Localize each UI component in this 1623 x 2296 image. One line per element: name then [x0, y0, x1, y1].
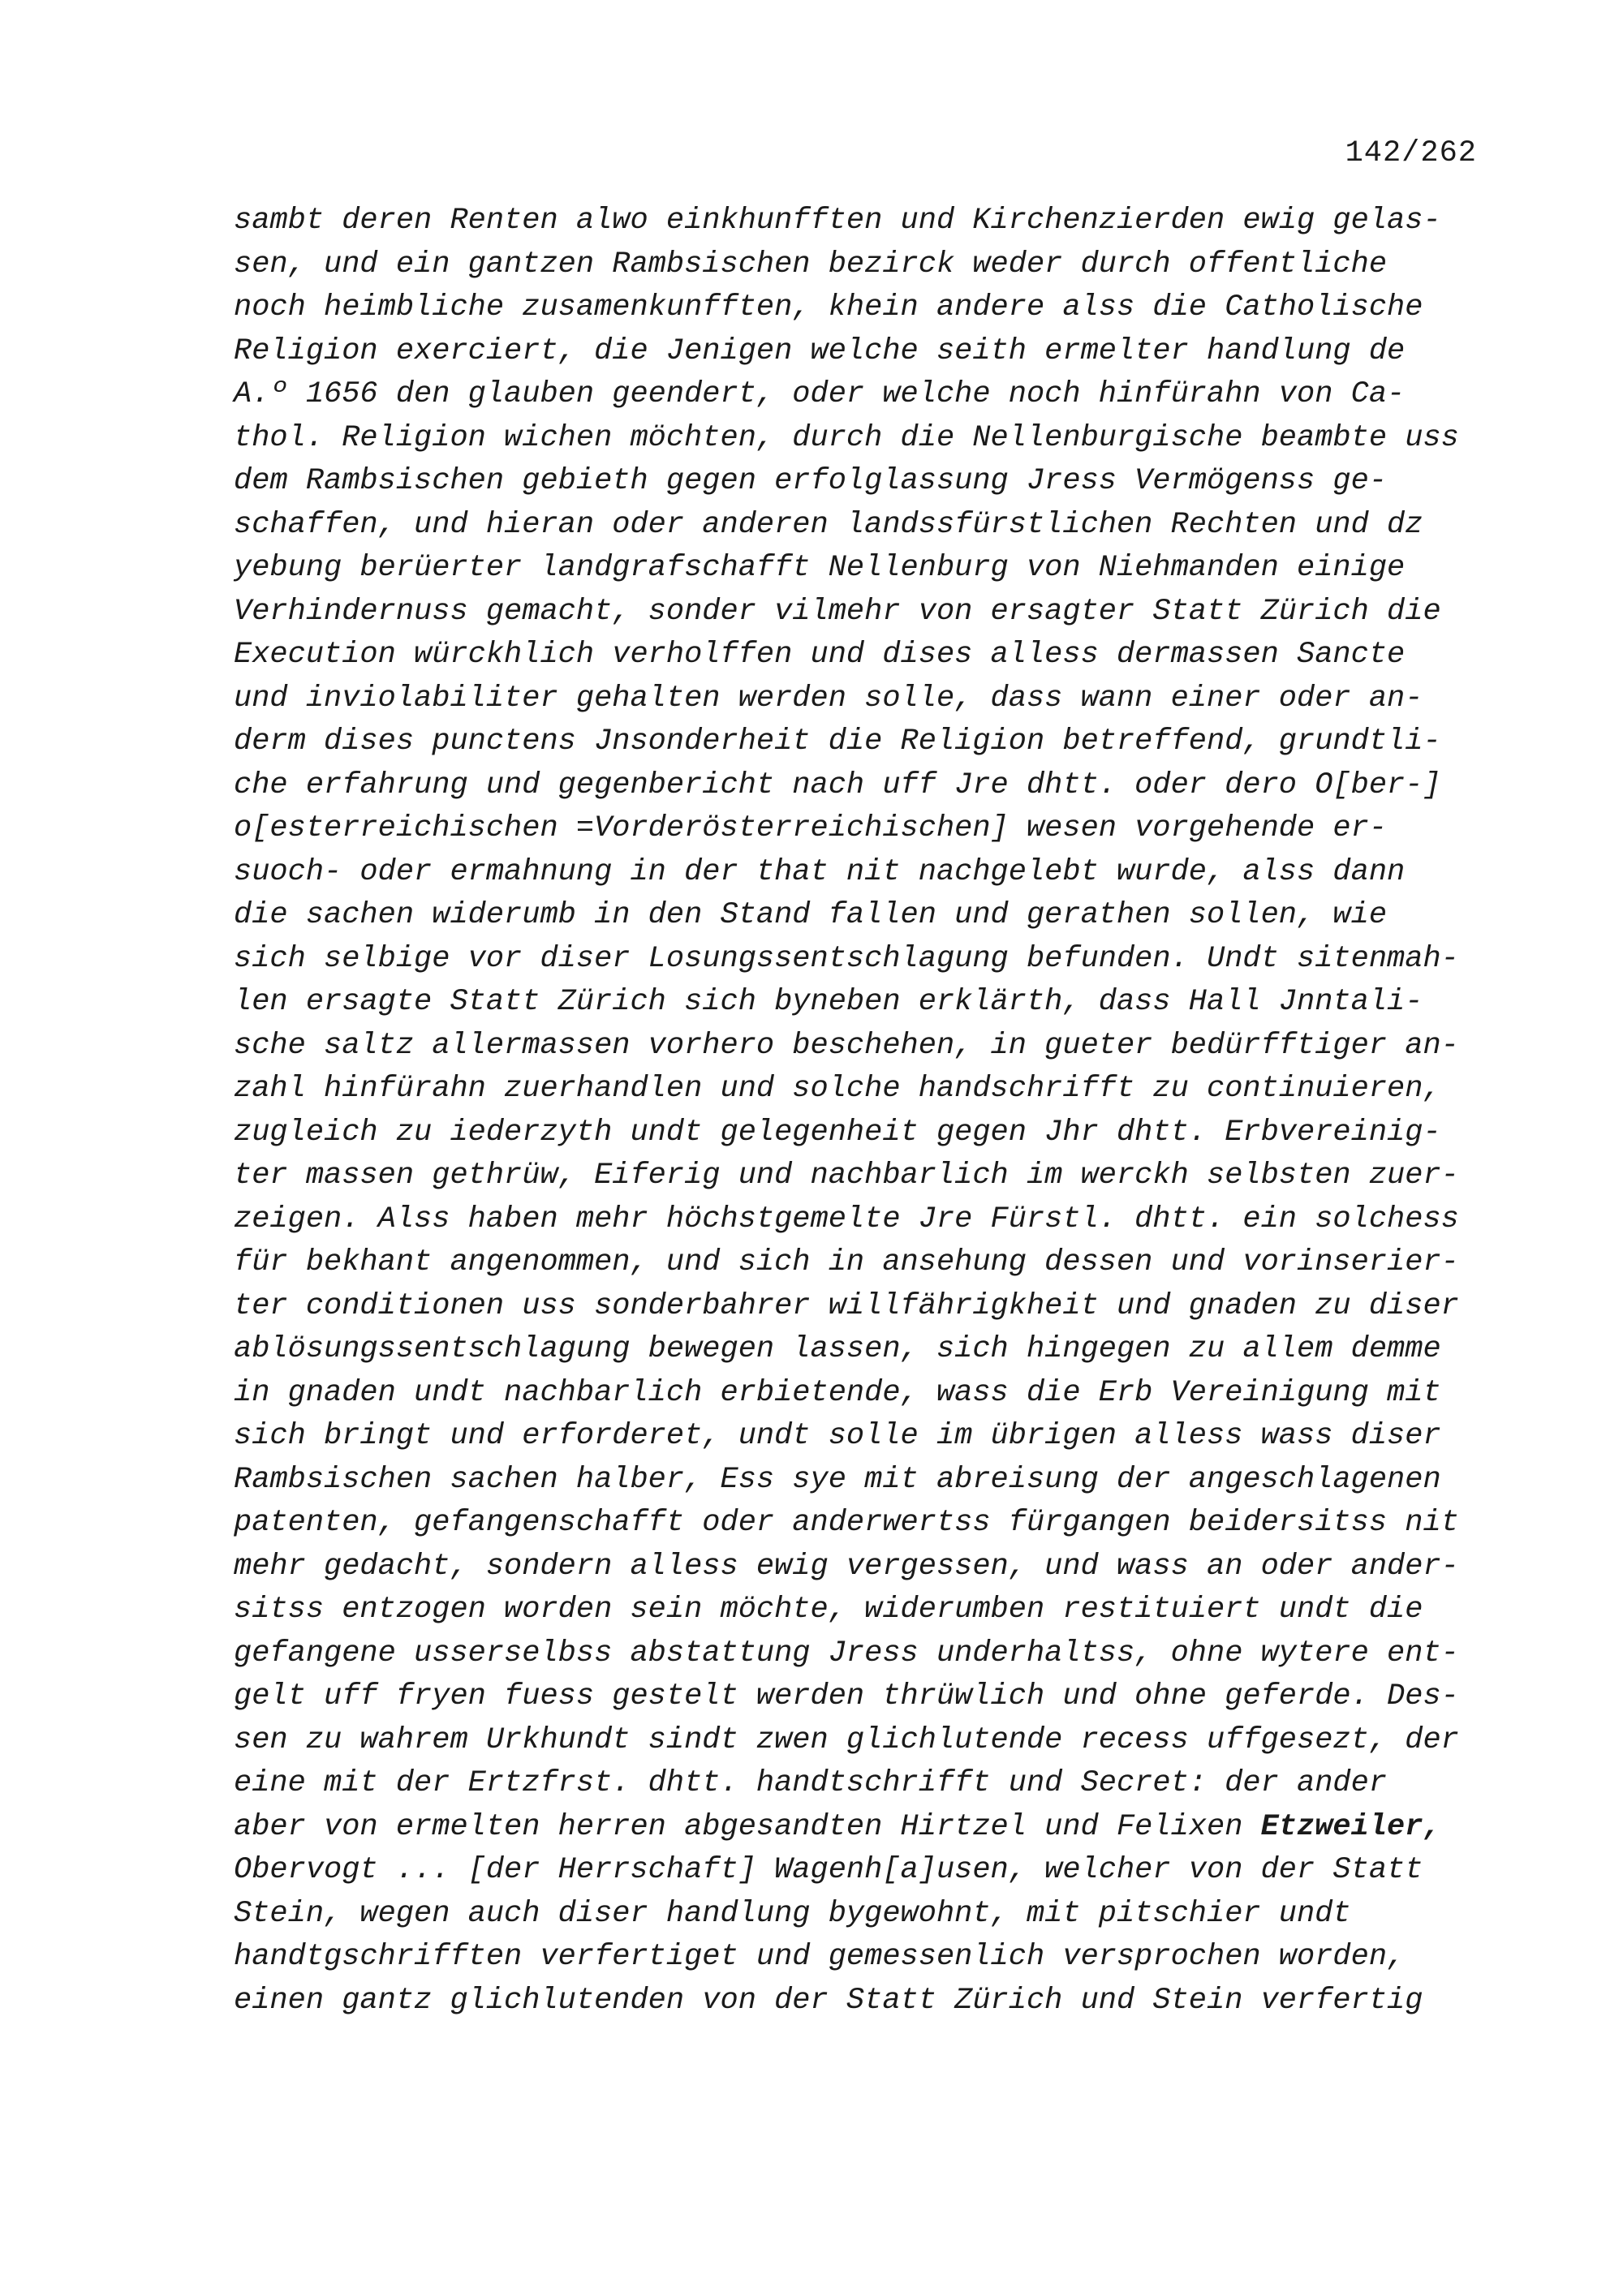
- text-segment: len ersagte Statt Zürich sich byneben erklärth, dass Hall Jnntali-: [234, 985, 1423, 1019]
- text-segment: die sachen widerumb in den Stand fallen und gerathen sollen, wie: [234, 898, 1388, 932]
- text-segment: in gnaden undt nachbarlich erbietende, wass die Erb Vereinigung mit: [234, 1375, 1441, 1410]
- text-line: [234, 286, 1483, 330]
- text-segment: für bekhant angenommen, und sich in ansehung dessen und vorinserier-: [234, 1245, 1459, 1279]
- transcription-body: [234, 200, 1483, 2023]
- text-segment: zeigen. Alss haben mehr höchstgemelte Jre Fürstl. dhtt. ein solchess: [234, 1202, 1459, 1236]
- text-segment: o[esterreichischen =Vorderösterreichischen] wesen vorgehende er-: [234, 811, 1388, 845]
- text-segment: und inviolabiliter gehalten werden solle, dass wann einer oder an-: [234, 681, 1423, 716]
- text-segment: schaffen, und hieran oder anderen landssfürstlichen Rechten und dz: [234, 507, 1423, 542]
- text-segment: che erfahrung und gegenbericht nach uff Jre dhtt. oder dero O[ber-]: [234, 767, 1441, 802]
- text-segment: sambt deren Renten alwo einkhunfften und Kirchenzierden ewig gelas-: [234, 204, 1441, 238]
- text-segment: dem Rambsischen gebieth gegen erfolglassung Jress Vermögenss ge-: [234, 464, 1388, 498]
- text-line: [234, 373, 1483, 417]
- text-segment: suoch- oder ermahnung in der that nit nachgelebt wurde, alss dann: [234, 854, 1406, 889]
- text-line: [234, 1198, 1483, 1242]
- text-line: [234, 1675, 1483, 1719]
- text-segment: gefangene usserselbss abstattung Jress underhaltss, ohne wytere ent-: [234, 1636, 1459, 1670]
- text-segment: eine mit der Ertzfrst. dhtt. handtschrifft und Secret: der ander: [234, 1766, 1388, 1800]
- text-line: [234, 200, 1483, 243]
- page-number: 142/262: [1345, 136, 1477, 170]
- text-line: [234, 1762, 1483, 1806]
- text-segment: ablösungssentschlagung bewegen lassen, sich hingegen zu allem demme: [234, 1332, 1441, 1366]
- text-segment: derm dises punctens Jnsonderheit die Religion betreffend, grundtli-: [234, 724, 1441, 759]
- text-line: [234, 417, 1483, 461]
- text-segment: mehr gedacht, sondern alless ewig vergessen, und wass an oder ander-: [234, 1549, 1459, 1584]
- text-line: [234, 1893, 1483, 1937]
- text-line: [234, 1068, 1483, 1111]
- text-line: [234, 764, 1483, 808]
- text-segment: sich selbige vor diser Losungssentschlagung befunden. Undt sitenmah-: [234, 941, 1459, 976]
- text-segment: Religion exerciert, die Jenigen welche seith ermelter handlung de: [234, 333, 1406, 368]
- text-segment: einen gantz glichlutenden von der Statt Zürich und Stein verfertig: [234, 1983, 1423, 2018]
- text-line: [234, 1025, 1483, 1068]
- text-line: [234, 938, 1483, 982]
- text-line: [234, 1415, 1483, 1459]
- text-segment: gelt uff fryen fuess gestelt werden thrüwlich und ohne geferde. Des-: [234, 1679, 1459, 1713]
- text-segment: Execution würckhlich verholffen und dises alless dermassen Sancte: [234, 638, 1406, 672]
- text-line: [234, 504, 1483, 548]
- text-segment: yebung berüerter landgrafschafft Nellenburg von Niehmanden einige: [234, 551, 1406, 585]
- text-line: [234, 677, 1483, 721]
- text-segment: handtgschrifften verfertiget und gemessenlich versprochen worden,: [234, 1940, 1406, 1974]
- text-segment: ter conditionen uss sonderbahrer willfährigkheit und gnaden zu diser: [234, 1288, 1459, 1323]
- text-line: [234, 1546, 1483, 1589]
- text-line: [234, 634, 1483, 677]
- text-segment: Verhindernuss gemacht, sonder vilmehr von ersagter Statt Zürich die: [234, 594, 1441, 629]
- text-line: [234, 1241, 1483, 1285]
- text-line: [234, 547, 1483, 591]
- text-line: [234, 1806, 1483, 1850]
- text-line: [234, 720, 1483, 764]
- text-segment: sche saltz allermassen vorhero beschehen, in gueter bedürfftiger an-: [234, 1028, 1459, 1063]
- text-segment: patenten, gefangenschafft oder anderwertss fürgangen beidersitss nit: [234, 1506, 1459, 1540]
- text-segment: ter massen gethrüw, Eiferig und nachbarlich im werckh selbsten zuer-: [234, 1159, 1459, 1193]
- text-segment: sen zu wahrem Urkhundt sindt zwen glichlutende recess uffgesezt, der: [234, 1722, 1459, 1757]
- text-segment: zugleich zu iederzyth undt gelegenheit gegen Jhr dhtt. Erbvereinig-: [234, 1115, 1441, 1150]
- text-line: [234, 1719, 1483, 1763]
- text-line: [234, 1154, 1483, 1198]
- text-line: [234, 1459, 1483, 1503]
- text-segment: A.º 1656 den glauben geendert, oder welche noch hinfürahn von Ca-: [234, 377, 1406, 411]
- text-line: [234, 460, 1483, 504]
- text-line: [234, 330, 1483, 374]
- text-line: [234, 1980, 1483, 2023]
- text-line: [234, 894, 1483, 938]
- text-line: [234, 1849, 1483, 1893]
- text-line: [234, 591, 1483, 634]
- text-segment: sen, und ein gantzen Rambsischen bezirck weder durch offentliche: [234, 247, 1388, 282]
- text-line: [234, 807, 1483, 851]
- text-segment: Obervogt ... [der Herrschaft] Wagenh[a]usen, welcher von der Statt: [234, 1853, 1423, 1887]
- text-segment: sich bringt und erforderet, undt solle im übrigen alless wass diser: [234, 1419, 1441, 1453]
- text-line: [234, 1936, 1483, 1980]
- text-segment: aber von ermelten herren abgesandten Hirtzel und Felixen: [234, 1809, 1261, 1844]
- text-line: [234, 1589, 1483, 1632]
- text-segment: Rambsischen sachen halber, Ess sye mit abreisung der angeschlagenen: [234, 1462, 1441, 1497]
- text-line: [234, 1632, 1483, 1676]
- text-line: [234, 1502, 1483, 1546]
- text-line: [234, 1285, 1483, 1329]
- text-line: [234, 981, 1483, 1025]
- text-line: [234, 1111, 1483, 1155]
- text-line: [234, 243, 1483, 287]
- text-segment: Stein, wegen auch diser handlung bygewohnt, mit pitschier undt: [234, 1896, 1351, 1931]
- text-line: [234, 1372, 1483, 1416]
- text-segment: zahl hinfürahn zuerhandlen und solche handschrifft zu continuieren,: [234, 1072, 1441, 1106]
- text-segment: sitss entzogen worden sein möchte, widerumben restituiert undt die: [234, 1593, 1423, 1627]
- text-line: [234, 851, 1483, 895]
- text-segment: thol. Religion wichen möchten, durch die Nellenburgische beambte uss: [234, 420, 1459, 455]
- text-line: [234, 1328, 1483, 1372]
- bold-name-segment: Etzweiler,: [1260, 1809, 1441, 1844]
- text-segment: noch heimbliche zusamenkunfften, khein andere alss die Catholische: [234, 290, 1423, 325]
